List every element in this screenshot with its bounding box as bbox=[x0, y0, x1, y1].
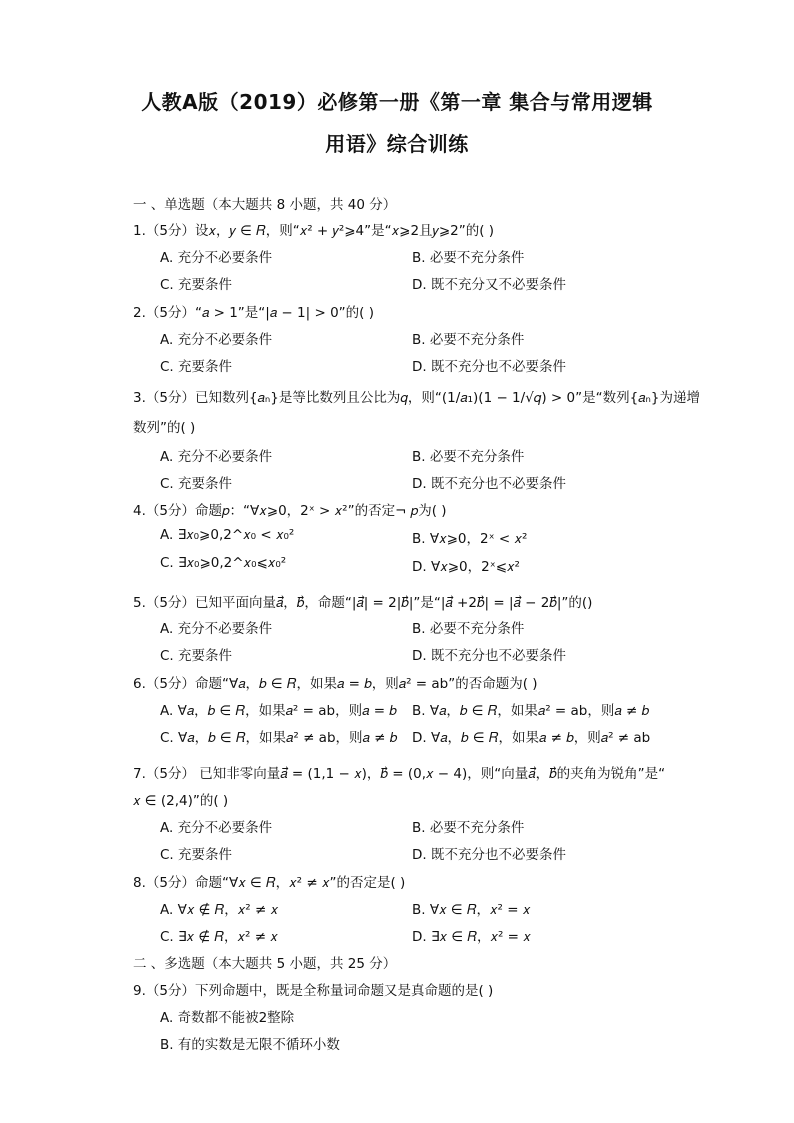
question-1-option-c[interactable]: C. 充要条件 bbox=[160, 277, 233, 293]
section-single-choice: 一 、单选题（本大题共 8 小题，共 40 分） bbox=[133, 197, 397, 213]
question-7-stem-continued: 𝑥 ∈ (2,4)”的( ) bbox=[133, 793, 229, 809]
question-6-option-c[interactable]: C. ∀𝑎，𝑏 ∈ 𝑅，如果𝑎² ≠ ab，则𝑎 ≠ 𝑏 bbox=[160, 730, 398, 746]
question-2-stem: 2.（5分）“𝑎 > 1”是“|𝑎 − 1| > 0”的( ) bbox=[133, 305, 374, 321]
question-6-stem: 6.（5分）命题“∀𝑎，𝑏 ∈ 𝑅，如果𝑎 = 𝑏，则𝑎² = ab”的否命题为( ) bbox=[133, 676, 538, 692]
question-5-stem: 5.（5分）已知平面向量𝑎⃗，𝑏⃗，命题“|𝑎⃗| = 2|𝑏⃗|”是“|𝑎⃗ +2𝑏⃗| = |𝑎⃗ − 2𝑏⃗|”的() bbox=[133, 595, 593, 611]
question-4-stem: 4.（5分）命题𝑝：“∀𝑥⩾0，2ˣ > 𝑥²”的否定¬ 𝑝为( ) bbox=[133, 503, 447, 519]
document-title-line-2: 用语》综合训练 bbox=[325, 132, 469, 156]
question-3-option-c[interactable]: C. 充要条件 bbox=[160, 476, 233, 492]
question-2-option-d[interactable]: D. 既不充分也不必要条件 bbox=[412, 359, 566, 375]
question-5-option-a[interactable]: A. 充分不必要条件 bbox=[160, 621, 273, 637]
question-4-option-c[interactable]: C. ∃𝑥₀⩾0,2^𝑥₀⩽𝑥₀² bbox=[160, 555, 287, 571]
question-3-option-d[interactable]: D. 既不充分也不必要条件 bbox=[412, 476, 566, 492]
question-8-option-c[interactable]: C. ∃𝑥 ∉ 𝑅，𝑥² ≠ 𝑥 bbox=[160, 929, 278, 945]
question-7-option-c[interactable]: C. 充要条件 bbox=[160, 847, 233, 863]
question-1-option-b[interactable]: B. 必要不充分条件 bbox=[412, 250, 525, 266]
question-2-option-b[interactable]: B. 必要不充分条件 bbox=[412, 332, 525, 348]
question-9-option-b[interactable]: B. 有的实数是无限不循环小数 bbox=[160, 1037, 340, 1053]
question-1-option-a[interactable]: A. 充分不必要条件 bbox=[160, 250, 273, 266]
question-7-option-b[interactable]: B. 必要不充分条件 bbox=[412, 820, 525, 836]
question-7-option-a[interactable]: A. 充分不必要条件 bbox=[160, 820, 273, 836]
question-6-option-a[interactable]: A. ∀𝑎，𝑏 ∈ 𝑅，如果𝑎² = ab，则𝑎 = 𝑏 bbox=[160, 703, 397, 719]
question-3-stem-continued: 数列”的( ) bbox=[133, 420, 196, 436]
question-1-stem: 1.（5分）设𝑥，𝑦 ∈ 𝑅，则“𝑥² + 𝑦²⩾4”是“𝑥⩾2且𝑦⩾2”的( ) bbox=[133, 223, 495, 239]
question-4-option-b[interactable]: B. ∀𝑥⩾0，2ˣ < 𝑥² bbox=[412, 531, 528, 547]
question-3-option-b[interactable]: B. 必要不充分条件 bbox=[412, 449, 525, 465]
question-7-option-d[interactable]: D. 既不充分也不必要条件 bbox=[412, 847, 566, 863]
question-9-option-a[interactable]: A. 奇数都不能被2整除 bbox=[160, 1010, 295, 1026]
question-3-option-a[interactable]: A. 充分不必要条件 bbox=[160, 449, 273, 465]
question-5-option-d[interactable]: D. 既不充分也不必要条件 bbox=[412, 648, 566, 664]
question-2-option-a[interactable]: A. 充分不必要条件 bbox=[160, 332, 273, 348]
question-8-option-d[interactable]: D. ∃𝑥 ∈ 𝑅，𝑥² = 𝑥 bbox=[412, 929, 531, 945]
question-5-option-c[interactable]: C. 充要条件 bbox=[160, 648, 233, 664]
question-8-option-a[interactable]: A. ∀𝑥 ∉ 𝑅，𝑥² ≠ 𝑥 bbox=[160, 902, 279, 918]
question-8-option-b[interactable]: B. ∀𝑥 ∈ 𝑅，𝑥² = 𝑥 bbox=[412, 902, 531, 918]
question-4-option-a[interactable]: A. ∃𝑥₀⩾0,2^𝑥₀ < 𝑥₀² bbox=[160, 527, 295, 543]
question-9-stem: 9.（5分）下列命题中，既是全称量词命题又是真命题的是( ) bbox=[133, 983, 494, 999]
question-3-stem: 3.（5分）已知数列{𝑎ₙ}是等比数列且公比为𝑞，则“(1/𝑎₁)(1 − 1/√𝑞) > 0”是“数列{𝑎ₙ}为递增 bbox=[133, 390, 700, 406]
question-4-option-d[interactable]: D. ∀𝑥⩾0，2ˣ⩽𝑥² bbox=[412, 559, 520, 575]
document-title-line-1: 人教A版（2019）必修第一册《第一章 集合与常用逻辑 bbox=[141, 90, 653, 114]
question-6-option-b[interactable]: B. ∀𝑎，𝑏 ∈ 𝑅，如果𝑎² = ab，则𝑎 ≠ 𝑏 bbox=[412, 703, 650, 719]
question-7-stem: 7.（5分） 已知非零向量𝑎⃗ = (1,1 − 𝑥)，𝑏⃗ = (0,𝑥 − 4)，则“向量𝑎⃗，𝑏⃗的夹角为锐角”是“ bbox=[133, 766, 666, 782]
question-6-option-d[interactable]: D. ∀𝑎，𝑏 ∈ 𝑅，如果𝑎 ≠ 𝑏，则𝑎² ≠ ab bbox=[412, 730, 651, 746]
question-1-option-d[interactable]: D. 既不充分又不必要条件 bbox=[412, 277, 566, 293]
question-2-option-c[interactable]: C. 充要条件 bbox=[160, 359, 233, 375]
section-multiple-choice: 二 、多选题（本大题共 5 小题，共 25 分） bbox=[133, 956, 397, 972]
question-8-stem: 8.（5分）命题“∀𝑥 ∈ 𝑅，𝑥² ≠ 𝑥”的否定是( ) bbox=[133, 875, 406, 891]
question-5-option-b[interactable]: B. 必要不充分条件 bbox=[412, 621, 525, 637]
